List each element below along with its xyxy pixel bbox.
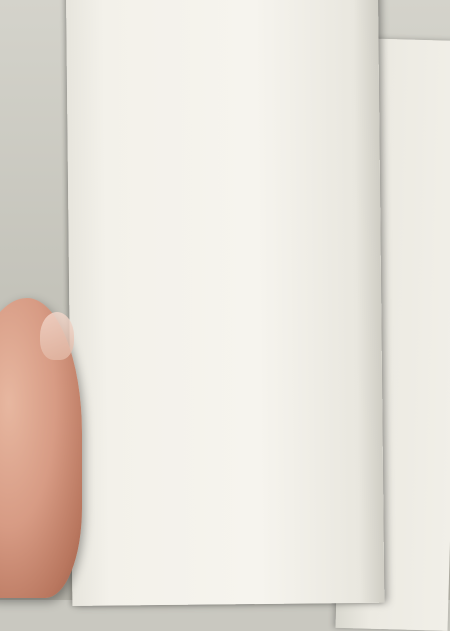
thumb-nail (40, 312, 74, 360)
main-page (66, 0, 384, 606)
main-page-text (100, 23, 384, 41)
